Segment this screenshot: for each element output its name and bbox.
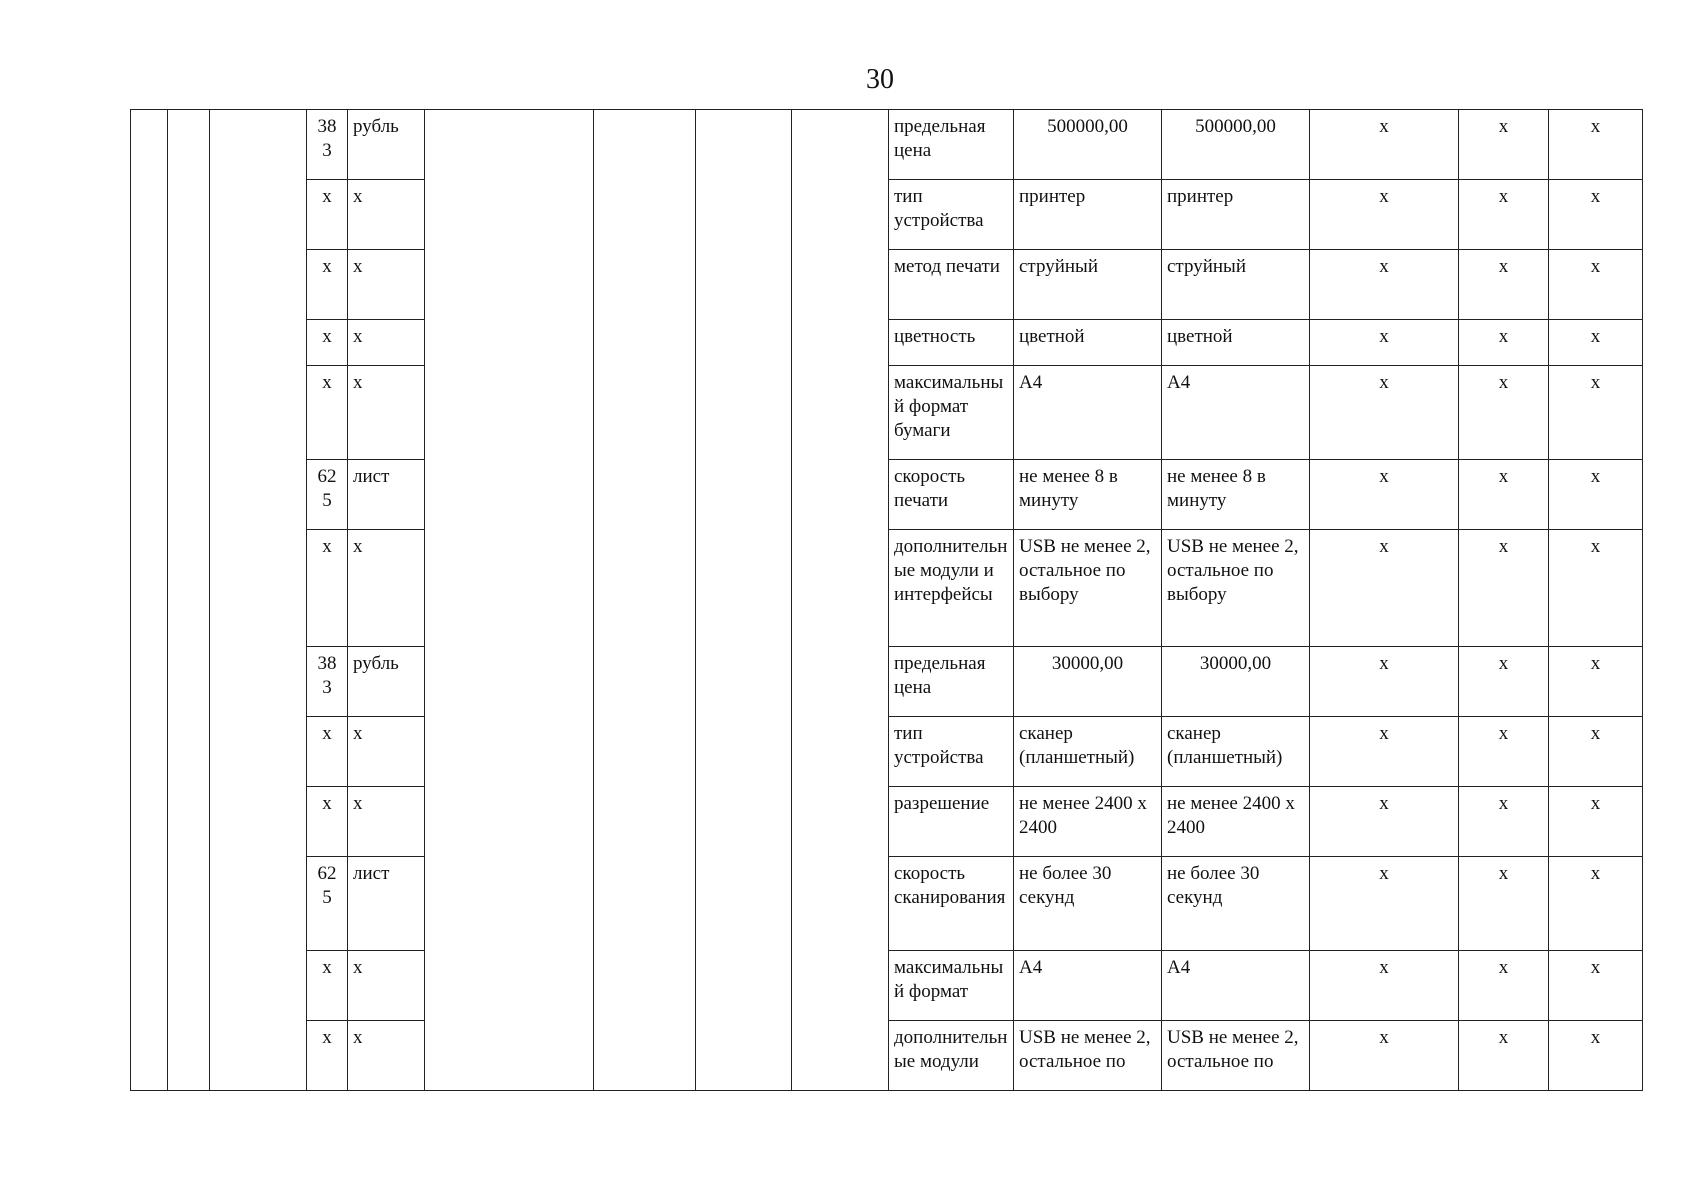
characteristic-cell: дополнительные модули и интерфейсы: [889, 530, 1014, 647]
x-mark-cell: х: [1549, 460, 1643, 530]
value-cell: сканер (планшетный): [1014, 717, 1162, 787]
value-cell: принтер: [1014, 180, 1162, 250]
code-cell: 38 3: [307, 110, 348, 180]
value-cell: принтер: [1162, 180, 1310, 250]
characteristic-cell: метод печати: [889, 250, 1014, 320]
x-mark-cell: х: [1459, 460, 1549, 530]
x-mark-cell: х: [1310, 366, 1459, 460]
table-row: [131, 110, 1643, 180]
x-mark-cell: х: [1459, 647, 1549, 717]
x-mark-cell: х: [1459, 320, 1549, 366]
unit-cell: х: [348, 250, 425, 320]
value-cell: цветной: [1162, 320, 1310, 366]
characteristic-cell: разрешение: [889, 787, 1014, 857]
x-mark-cell: х: [1459, 717, 1549, 787]
x-mark-cell: х: [1310, 250, 1459, 320]
value-cell: 30000,00: [1014, 647, 1162, 717]
code-cell: х: [307, 180, 348, 250]
code-cell: х: [307, 366, 348, 460]
unit-cell: рубль: [348, 647, 425, 717]
x-mark-cell: х: [1549, 366, 1643, 460]
code-cell: х: [307, 320, 348, 366]
x-mark-cell: х: [1549, 320, 1643, 366]
characteristic-cell: тип устройства: [889, 717, 1014, 787]
table-body: [131, 110, 1643, 1091]
x-mark-cell: х: [1310, 1021, 1459, 1091]
x-mark-cell: х: [1549, 180, 1643, 250]
unit-cell: х: [348, 366, 425, 460]
code-cell: 62 5: [307, 460, 348, 530]
code-cell: х: [307, 717, 348, 787]
unit-cell: х: [348, 1021, 425, 1091]
x-mark-cell: х: [1549, 951, 1643, 1021]
code-cell: х: [307, 951, 348, 1021]
x-mark-cell: х: [1549, 250, 1643, 320]
specification-table: [130, 109, 1643, 1091]
x-mark-cell: х: [1459, 857, 1549, 951]
unit-cell: х: [348, 951, 425, 1021]
unit-cell: х: [348, 530, 425, 647]
value-cell: струйный: [1014, 250, 1162, 320]
x-mark-cell: х: [1310, 180, 1459, 250]
characteristic-cell: скорость печати: [889, 460, 1014, 530]
page-number: 30: [866, 64, 894, 95]
value-cell: не менее 8 в минуту: [1014, 460, 1162, 530]
x-mark-cell: х: [1310, 717, 1459, 787]
empty-col-3: [210, 110, 307, 1091]
value-cell: не более 30 секунд: [1014, 857, 1162, 951]
empty-col-6: [425, 110, 594, 1091]
value-cell: USB не менее 2, остальное по: [1014, 1021, 1162, 1091]
value-cell: USB не менее 2, остальное по: [1162, 1021, 1310, 1091]
characteristic-cell: дополнительные модули: [889, 1021, 1014, 1091]
x-mark-cell: х: [1459, 951, 1549, 1021]
x-mark-cell: х: [1459, 180, 1549, 250]
value-cell: струйный: [1162, 250, 1310, 320]
code-cell: 38 3: [307, 647, 348, 717]
characteristic-cell: тип устройства: [889, 180, 1014, 250]
x-mark-cell: х: [1549, 857, 1643, 951]
value-cell: не менее 2400 х 2400: [1162, 787, 1310, 857]
code-cell: 62 5: [307, 857, 348, 951]
value-cell: не менее 8 в минуту: [1162, 460, 1310, 530]
characteristic-cell: цветность: [889, 320, 1014, 366]
characteristic-cell: скорость сканирования: [889, 857, 1014, 951]
unit-cell: х: [348, 787, 425, 857]
x-mark-cell: х: [1310, 530, 1459, 647]
x-mark-cell: х: [1459, 250, 1549, 320]
value-cell: не более 30 секунд: [1162, 857, 1310, 951]
x-mark-cell: х: [1310, 857, 1459, 951]
unit-cell: рубль: [348, 110, 425, 180]
x-mark-cell: х: [1459, 110, 1549, 180]
x-mark-cell: х: [1310, 110, 1459, 180]
code-cell: х: [307, 250, 348, 320]
x-mark-cell: х: [1549, 110, 1643, 180]
x-mark-cell: х: [1459, 366, 1549, 460]
x-mark-cell: х: [1459, 530, 1549, 647]
characteristic-cell: предельная цена: [889, 110, 1014, 180]
value-cell: сканер (планшетный): [1162, 717, 1310, 787]
value-cell: цветной: [1014, 320, 1162, 366]
x-mark-cell: х: [1310, 787, 1459, 857]
x-mark-cell: х: [1310, 951, 1459, 1021]
code-cell: х: [307, 530, 348, 647]
value-cell: 500000,00: [1162, 110, 1310, 180]
value-cell: А4: [1014, 366, 1162, 460]
x-mark-cell: х: [1549, 1021, 1643, 1091]
characteristic-cell: максимальный формат: [889, 951, 1014, 1021]
unit-cell: лист: [348, 460, 425, 530]
unit-cell: лист: [348, 857, 425, 951]
x-mark-cell: х: [1459, 787, 1549, 857]
x-mark-cell: х: [1459, 1021, 1549, 1091]
x-mark-cell: х: [1549, 787, 1643, 857]
x-mark-cell: х: [1310, 320, 1459, 366]
value-cell: 30000,00: [1162, 647, 1310, 717]
empty-col-2: [168, 110, 210, 1091]
unit-cell: х: [348, 717, 425, 787]
characteristic-cell: предельная цена: [889, 647, 1014, 717]
value-cell: А4: [1014, 951, 1162, 1021]
unit-cell: х: [348, 180, 425, 250]
value-cell: А4: [1162, 366, 1310, 460]
x-mark-cell: х: [1310, 647, 1459, 717]
x-mark-cell: х: [1310, 460, 1459, 530]
empty-col-8: [696, 110, 792, 1091]
empty-col-1: [131, 110, 168, 1091]
characteristic-cell: максимальный формат бумаги: [889, 366, 1014, 460]
x-mark-cell: х: [1549, 647, 1643, 717]
x-mark-cell: х: [1549, 530, 1643, 647]
value-cell: не менее 2400 х 2400: [1014, 787, 1162, 857]
value-cell: А4: [1162, 951, 1310, 1021]
unit-cell: х: [348, 320, 425, 366]
empty-col-7: [594, 110, 696, 1091]
code-cell: х: [307, 1021, 348, 1091]
value-cell: USB не менее 2, остальное по выбору: [1014, 530, 1162, 647]
x-mark-cell: х: [1549, 717, 1643, 787]
code-cell: х: [307, 787, 348, 857]
value-cell: 500000,00: [1014, 110, 1162, 180]
empty-col-9: [792, 110, 889, 1091]
value-cell: USB не менее 2, остальное по выбору: [1162, 530, 1310, 647]
